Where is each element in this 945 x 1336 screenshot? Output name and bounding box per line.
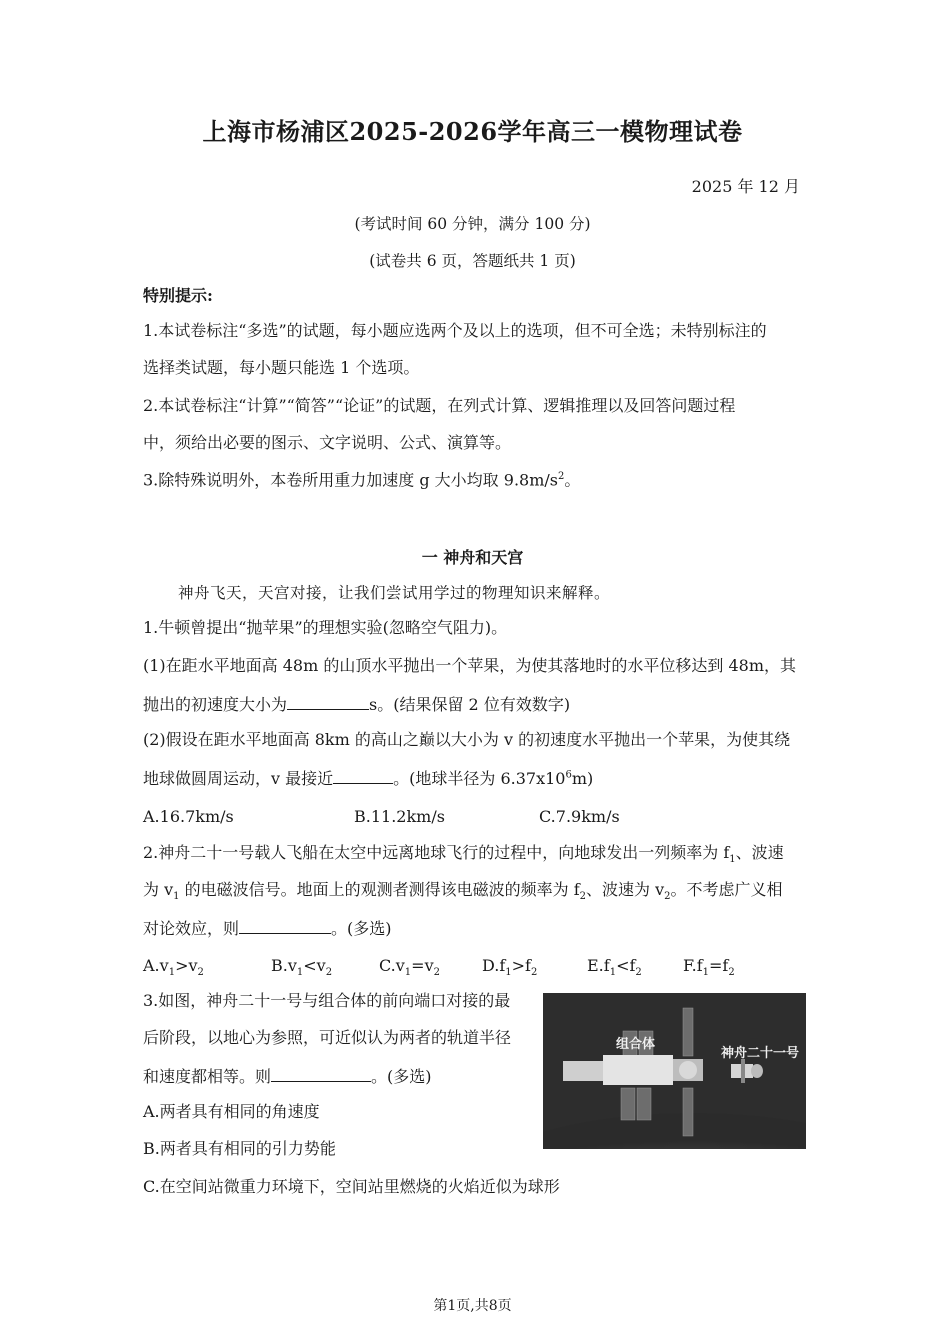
q1-part2-text: 地球做圆周运动，v 最接近 xyxy=(143,769,334,788)
q1-stem: 1.牛顿曾提出“抛苹果”的理想实验(忽略空气阻力)。 xyxy=(143,618,508,637)
note-line xyxy=(143,472,580,488)
q2-text: 对论效应，则 xyxy=(143,919,240,938)
label-shenzhou-21: 神舟二十一号 xyxy=(721,1046,800,1061)
q2-text: 为 v xyxy=(143,880,174,899)
exam-title: 上海市杨浦区2025-2026学年高三一模物理试卷 xyxy=(202,117,743,146)
q1-part2-text-end: m) xyxy=(571,769,594,788)
q2-text: 。(多选) xyxy=(331,919,392,938)
q2-option-f: $F.f_1=f_2$ xyxy=(683,956,735,979)
q3-line3 xyxy=(143,1067,432,1085)
docking-photo xyxy=(543,993,806,1149)
note-line: 2.本试卷标注“计算”“简答”“论证”的试题，在列式计算、逻辑推理以及回答问题过程 xyxy=(143,396,736,415)
note-line: 中，须给出必要的图示、文字说明、公式、演算等。 xyxy=(143,433,512,452)
q3-line1: 3.如图，神舟二十一号与组合体的前向端口对接的最 xyxy=(143,991,511,1010)
note-line: 选择类试题，每小题只能选 1 个选项。 xyxy=(143,358,420,377)
q2-text: 、波速为 v xyxy=(586,880,665,899)
superscript: 2 xyxy=(558,471,565,482)
q2-line3 xyxy=(143,919,392,937)
q1-part2-line1: (2)假设在距水平地面高 8km 的高山之巅以大小为 v 的初速度水平抛出一个苹果，为使其绕 xyxy=(143,730,791,749)
answer-blank[interactable] xyxy=(333,769,393,784)
q2-text: 的电磁波信号。地面上的观测者测得该电磁波的频率为 f xyxy=(179,880,580,899)
note-line: 1.本试卷标注“多选”的试题，每小题应选两个及以上的选项，但不可全选；未特别标注的 xyxy=(143,321,767,340)
label-combined-station: 组合体 xyxy=(616,1037,656,1052)
q1-part1-text-end: s。(结果保留 2 位有效数字) xyxy=(369,695,571,714)
q3-text: 。(多选) xyxy=(371,1067,432,1086)
subscript: 2 xyxy=(664,891,671,903)
section-title: 一 神舟和天宫 xyxy=(421,548,524,567)
pages-info: (试卷共 6 页，答题纸共 1 页) xyxy=(369,252,576,270)
page-footer: 第1页,共8页 xyxy=(433,1298,512,1314)
q2-option-a: $A.v_1>v_2$ xyxy=(143,956,204,979)
q3-line2: 后阶段，以地心为参照，可近似认为两者的轨道半径 xyxy=(143,1028,512,1047)
docking-illustration xyxy=(543,993,806,1149)
q1-option-c: C.7.9km/s xyxy=(539,807,620,826)
exam-time: (考试时间 60 分钟，满分 100 分) xyxy=(354,215,591,233)
q2-option-c: $C.v_1=v_2$ xyxy=(379,956,440,979)
q2-line1 xyxy=(143,845,784,865)
q1-part2-line2 xyxy=(143,769,593,787)
superscript: 6 xyxy=(565,769,572,781)
q2-text: 、波速 xyxy=(735,843,784,862)
q3-text: 和速度都相等。则 xyxy=(143,1067,272,1086)
answer-blank[interactable] xyxy=(239,919,331,934)
answer-blank[interactable] xyxy=(271,1067,371,1082)
q1-part1-text: 抛出的初速度大小为 xyxy=(143,695,288,714)
q2-option-b: $B.v_1<v_2$ xyxy=(271,956,333,979)
q1-part2-text-mid: 。(地球半径为 6.37x10 xyxy=(393,769,566,788)
q2-line2 xyxy=(143,882,783,902)
notes-heading: 特别提示: xyxy=(143,286,213,305)
q3-option-b: B.两者具有相同的引力势能 xyxy=(143,1139,336,1158)
answer-blank[interactable] xyxy=(287,695,369,710)
note-line-text: 3.除特殊说明外，本卷所用重力加速度 g 大小均取 9.8m/s xyxy=(143,470,558,490)
subscript: 1 xyxy=(173,891,180,903)
q1-option-b: B.11.2km/s xyxy=(354,807,445,826)
note-line-end: 。 xyxy=(564,470,581,490)
subscript: 2 xyxy=(579,891,586,903)
q1-part1-line2 xyxy=(143,695,570,713)
q1-option-a: A.16.7km/s xyxy=(143,807,234,826)
exam-date: 2025 年 12 月 xyxy=(691,177,800,196)
q2-option-e: $E.f_1<f_2$ xyxy=(587,956,642,979)
q3-option-c: C.在空间站微重力环境下，空间站里燃烧的火焰近似为球形 xyxy=(143,1177,560,1196)
subscript: 1 xyxy=(729,854,736,866)
q3-option-a: A.两者具有相同的角速度 xyxy=(143,1102,320,1121)
q2-text: 2.神舟二十一号载人飞船在太空中远离地球飞行的过程中，向地球发出一列频率为 f xyxy=(143,843,730,862)
q1-part1-line1: (1)在距水平地面高 48m 的山顶水平抛出一个苹果，为使其落地时的水平位移达到 48m，其 xyxy=(143,656,796,675)
section-intro: 神舟飞天，天宫对接，让我们尝试用学过的物理知识来解释。 xyxy=(178,584,611,602)
q2-text: 。不考虑广义相 xyxy=(670,880,783,899)
q2-option-d: $D.f_1>f_2$ xyxy=(482,956,538,979)
